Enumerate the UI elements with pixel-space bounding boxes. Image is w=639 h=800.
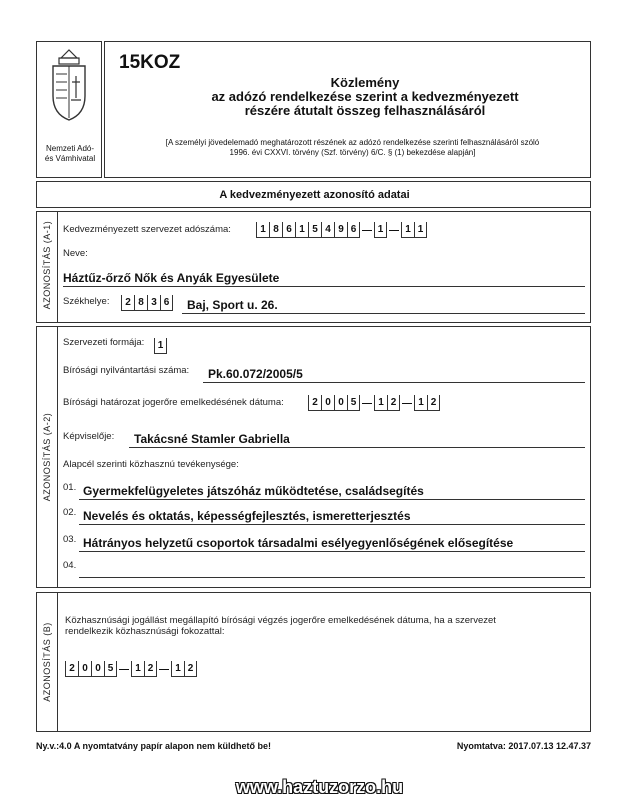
agency-box: [36, 41, 102, 178]
b-side-label: AZONOSÍTÁS (B): [42, 622, 52, 702]
tax-number-field[interactable]: 1 8 6 1 5 4 9 6 — 1 — 1 1: [256, 221, 427, 239]
zip-field[interactable]: 2 8 3 6: [121, 294, 173, 312]
name-label: Neve:: [63, 248, 88, 259]
section-title-box: [36, 181, 591, 208]
section-b: [36, 592, 591, 732]
agency-name: Nemzeti Adó- és Vámhivatal: [44, 144, 96, 163]
activity-num-3: 03.: [63, 534, 77, 545]
website-watermark: www.haztuzorzo.hu: [235, 777, 404, 797]
activity-num-4: 04.: [63, 560, 77, 571]
footer-printed: Nyomtatva: 2017.07.13 12.47.37: [456, 741, 591, 751]
legal-reference: [A személyi jövedelemadó meghatározott részének az adózó rendelkezése szerinti felhasználásáról szóló 1996. évi CXXVI. törvény (Szf. törvény) 6/C. § (1) bekezdése alapján]: [165, 138, 540, 157]
activity-num-2: 02.: [63, 507, 77, 518]
seat-label: Székhelye:: [63, 296, 110, 307]
name-value[interactable]: Háztűz-őrző Nők és Anyák Egyesülete: [63, 271, 280, 285]
seat-value[interactable]: Baj, Sport u. 26.: [187, 298, 278, 312]
a2-side-label: AZONOSÍTÁS (A-2): [42, 412, 52, 502]
court-date-field[interactable]: 2 0 0 5 — 1 2 — 1 2: [308, 394, 440, 412]
section-a2: [36, 326, 591, 588]
coat-of-arms-icon: [47, 48, 91, 122]
form-title: Közlemény az adózó rendelkezése szerint a kedvezményezett részére átutalt összeg felhasználásáról: [211, 75, 519, 118]
court-number-label: Bírósági nyilvántartási száma:: [63, 365, 190, 376]
representative-label: Képviselője:: [63, 431, 115, 442]
section-a1: [36, 211, 591, 323]
court-number-value[interactable]: Pk.60.072/2005/5: [208, 367, 303, 381]
section-title: A kedvezményezett azonosító adatai: [219, 189, 410, 201]
b-description: Közhasznúsági jogállást megállapító bírósági végzés jogerőre emelkedésének dátuma, ha a szervezet rendelkezik közhasznúsági fokozattal:: [65, 615, 496, 637]
footer-version: Ny.v.:4.0 A nyomtatvány papír alapon nem küldhető be!: [36, 741, 272, 751]
representative-value[interactable]: Takácsné Stamler Gabriella: [134, 432, 290, 446]
court-date-label: Bírósági határozat jogerőre emelkedésének dátuma:: [63, 397, 284, 408]
tax-number-label: Kedvezményezett szervezet adószáma:: [63, 224, 231, 235]
activity-num-1: 01.: [63, 482, 77, 493]
form-type-label: Szervezeti formája:: [63, 337, 145, 348]
public-benefit-date-field[interactable]: 2 0 0 5 — 1 2 — 1 2: [65, 660, 197, 678]
header-box: [104, 41, 591, 178]
activity-2[interactable]: Nevelés és oktatás, képességfejlesztés, ismeretterjesztés: [83, 509, 411, 523]
activity-1[interactable]: Gyermekfelügyeletes játszóház működtetése, családsegítés: [83, 484, 424, 498]
activity-label: Alapcél szerinti közhasznú tevékenysége:: [63, 459, 239, 470]
form-type-field[interactable]: 1: [154, 337, 167, 355]
form-code: 15KOZ: [119, 52, 181, 73]
a1-side-label: AZONOSÍTÁS (A-1): [42, 220, 52, 310]
activity-3[interactable]: Hátrányos helyzetű csoportok társadalmi esélyegyenlőségének elősegítése: [83, 536, 514, 550]
